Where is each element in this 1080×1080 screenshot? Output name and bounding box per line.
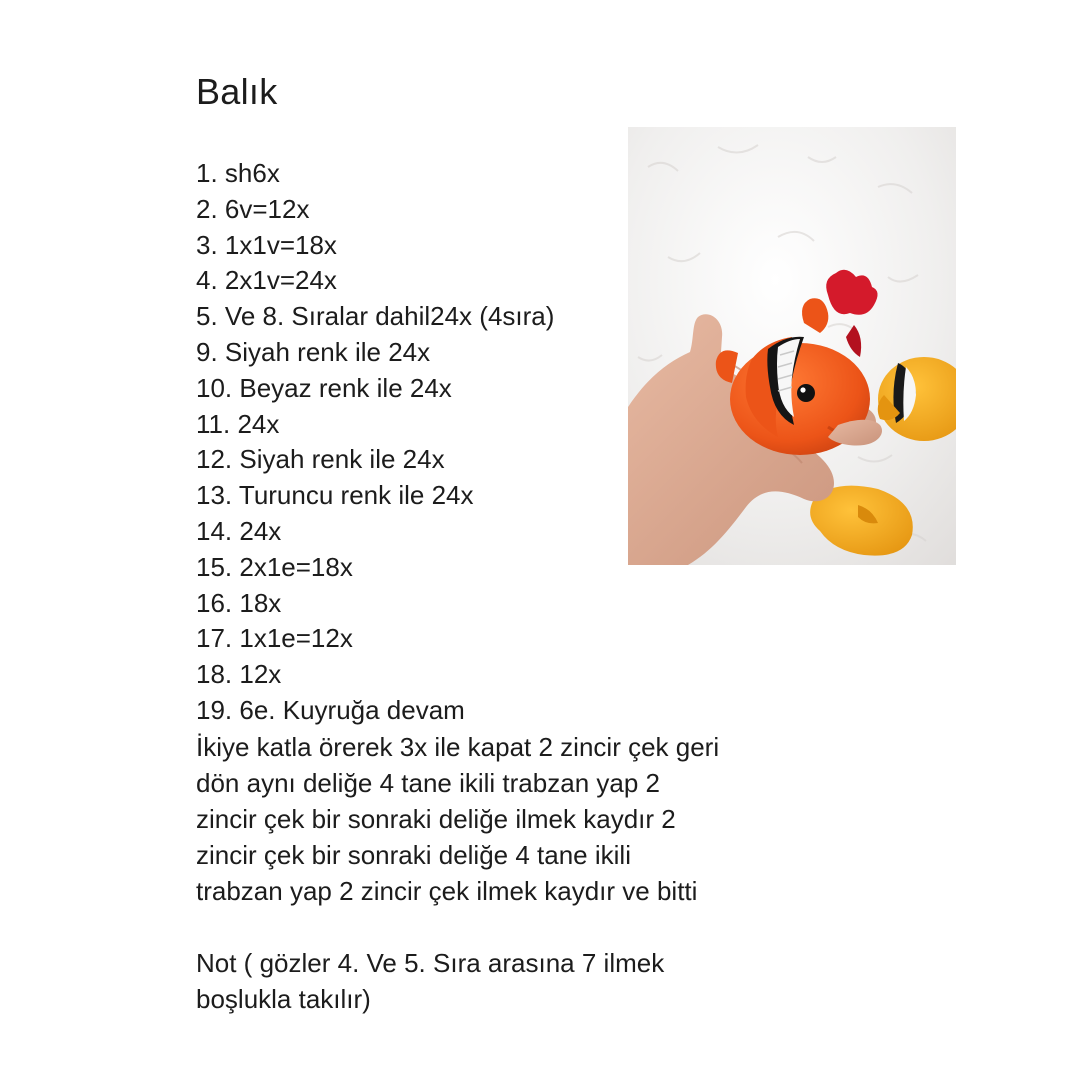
note-line: Not ( gözler 4. Ve 5. Sıra arasına 7 ilmek: [196, 948, 665, 978]
crochet-fish-photo: [628, 127, 956, 565]
tail-instruction-line: zincir çek bir sonraki deliğe 4 tane ikili: [196, 840, 631, 870]
pattern-row: 5. Ve 8. Sıralar dahil24x (4sıra): [196, 301, 555, 332]
pattern-row: 15. 2x1e=18x: [196, 551, 353, 582]
eye-placement-note: [196, 945, 836, 1017]
pattern-row: 4. 2x1v=24x: [196, 265, 337, 296]
pattern-row: 12. Siyah renk ile 24x: [196, 444, 445, 475]
tail-instruction-line: İkiye katla örerek 3x ile kapat 2 zincir çek geri: [196, 732, 720, 762]
pattern-row: 18. 12x: [196, 659, 282, 690]
pattern-row: 9. Siyah renk ile 24x: [196, 336, 431, 367]
pattern-row: 16. 18x: [196, 587, 282, 618]
pattern-row: 10. Beyaz renk ile 24x: [196, 372, 452, 403]
pattern-row: 1. sh6x: [196, 158, 280, 188]
pattern-row: 14. 24x: [196, 515, 282, 546]
tail-instruction-line: dön aynı deliğe 4 tane ikili trabzan yap 2: [196, 768, 660, 798]
pattern-row: 19. 6e. Kuyruğa devam: [196, 694, 465, 725]
tail-instruction-line: trabzan yap 2 zincir çek ilmek kaydır ve bitti: [196, 876, 698, 906]
pattern-row: 3. 1x1v=18x: [196, 229, 337, 260]
pattern-row: 17. 1x1e=12x: [196, 623, 353, 654]
page-title: Balık: [196, 71, 278, 112]
pattern-row: 13. Turuncu renk ile 24x: [196, 480, 474, 511]
pattern-row: 2. 6v=12x: [196, 193, 310, 224]
pattern-row: 11. 24x: [196, 408, 280, 439]
tail-instructions: [196, 729, 836, 909]
pattern-rows-list: [196, 156, 554, 729]
tail-instruction-line: zincir çek bir sonraki deliğe ilmek kaydır 2: [196, 804, 676, 834]
note-line: boşlukla takılır): [196, 984, 371, 1014]
